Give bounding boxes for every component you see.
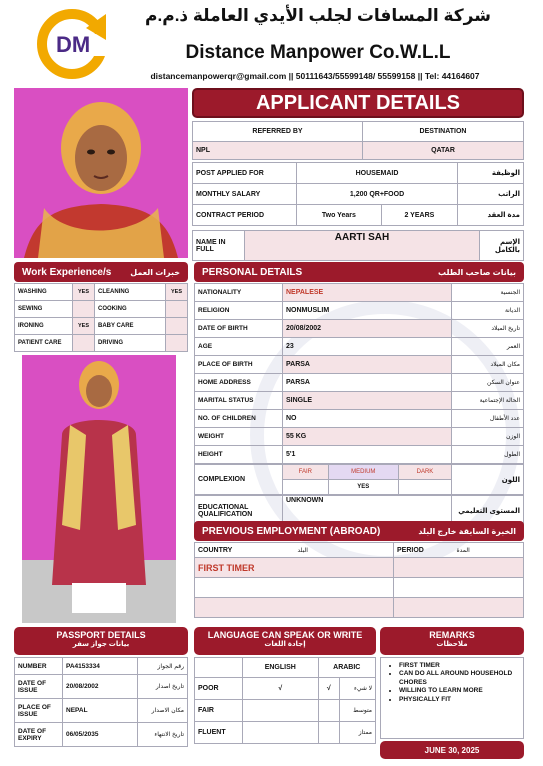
language-col-arabic: ARABIC bbox=[318, 658, 375, 678]
passport-field-value: NEPAL bbox=[63, 699, 138, 723]
personal-field-label: WEIGHT bbox=[195, 428, 283, 446]
personal-field-value: NO bbox=[283, 410, 452, 428]
language-level-label-ar: لا شيء bbox=[340, 678, 376, 700]
language-table bbox=[194, 657, 376, 744]
remarks-header bbox=[380, 627, 524, 655]
complexion-mark-medium: YES bbox=[328, 480, 398, 495]
applicant-face-photo bbox=[14, 88, 188, 258]
language-header bbox=[194, 627, 376, 655]
language-level-label-ar: متوسط bbox=[340, 700, 376, 722]
post-label: POST APPLIED FOR bbox=[193, 163, 297, 184]
work-experience-row bbox=[15, 335, 188, 352]
remark-item: • PHYSICALLY FIT bbox=[399, 696, 523, 704]
referred-by-label: REFERRED BY bbox=[193, 122, 363, 142]
complexion-mark-dark bbox=[398, 480, 451, 495]
remark-item: • WILLING TO LEARN MORE bbox=[399, 687, 523, 695]
skill-value: YES bbox=[166, 284, 188, 301]
education-label: EDUCATIONAL QUALIFICATION bbox=[195, 496, 283, 526]
language-arabic-mark bbox=[318, 700, 339, 722]
personal-details-row bbox=[195, 374, 524, 392]
personal-field-value: NONMUSLIM bbox=[283, 302, 452, 320]
complexion-label: COMPLEXION bbox=[195, 465, 283, 495]
previous-employment-title-ar: الخبرة السابقة خارج البلد bbox=[418, 526, 516, 536]
personal-field-value: 20/08/2002 bbox=[283, 320, 452, 338]
work-experience-row bbox=[15, 318, 188, 335]
language-arabic-mark bbox=[318, 722, 339, 744]
personal-field-value: 55 KG bbox=[283, 428, 452, 446]
full-name-label-ar: الإسم بالكامل bbox=[480, 231, 524, 261]
personal-details-row bbox=[195, 410, 524, 428]
personal-field-label: AGE bbox=[195, 338, 283, 356]
salary-label-ar: الراتب bbox=[458, 184, 524, 205]
personal-field-label: PLACE OF BIRTH bbox=[195, 356, 283, 374]
personal-field-value: 5'1 bbox=[283, 446, 452, 464]
personal-details-row bbox=[195, 302, 524, 320]
passport-field-label: DATE OF ISSUE bbox=[15, 675, 63, 699]
skill-label: DRIVING bbox=[95, 335, 166, 352]
passport-title: PASSPORT DETAILS bbox=[56, 630, 146, 640]
complexion-option-dark: DARK bbox=[398, 465, 451, 480]
personal-field-label: RELIGION bbox=[195, 302, 283, 320]
company-name-arabic: شركة المسافات لجلب الأيدي العاملة ذ.م.م bbox=[145, 6, 491, 25]
post-label-ar: الوظيفة bbox=[458, 163, 524, 184]
personal-details-row bbox=[195, 356, 524, 374]
first-timer-value: FIRST TIMER bbox=[195, 558, 394, 578]
personal-field-label: DATE OF BIRTH bbox=[195, 320, 283, 338]
passport-row bbox=[15, 699, 188, 723]
personal-field-label-ar: الطول bbox=[452, 446, 524, 464]
language-arabic-mark: √ bbox=[318, 678, 339, 700]
skill-label: SEWING bbox=[15, 301, 73, 318]
language-col-english: ENGLISH bbox=[243, 658, 319, 678]
skill-value bbox=[73, 301, 95, 318]
personal-field-label-ar: عدد الأطفال bbox=[452, 410, 524, 428]
passport-field-value: 06/05/2035 bbox=[63, 723, 138, 747]
language-english-mark: √ bbox=[243, 678, 319, 700]
personal-field-value: SINGLE bbox=[283, 392, 452, 410]
personal-details-header bbox=[194, 262, 524, 282]
skill-value bbox=[73, 335, 95, 352]
language-level-label-ar: ممتاز bbox=[340, 722, 376, 744]
personal-field-label: MARITAL STATUS bbox=[195, 392, 283, 410]
contract-label-ar: مدة العقد bbox=[458, 205, 524, 226]
country-label-ar: البلد bbox=[295, 543, 394, 558]
period-label: PERIOD bbox=[394, 543, 454, 558]
contract-label: CONTRACT PERIOD bbox=[193, 205, 297, 226]
skill-label: IRONING bbox=[15, 318, 73, 335]
skill-value bbox=[166, 318, 188, 335]
skill-label: BABY CARE bbox=[95, 318, 166, 335]
skill-value bbox=[166, 335, 188, 352]
complexion-option-fair: FAIR bbox=[283, 465, 329, 480]
personal-field-label-ar: عنوان السكن bbox=[452, 374, 524, 392]
language-english-mark bbox=[243, 700, 319, 722]
complexion-mark-fair bbox=[283, 480, 329, 495]
document-date: JUNE 30, 2025 bbox=[380, 741, 524, 759]
personal-field-label: NO. OF CHILDREN bbox=[195, 410, 283, 428]
remarks-title: REMARKS bbox=[429, 630, 475, 640]
job-info-table bbox=[192, 121, 524, 261]
personal-details-row bbox=[195, 428, 524, 446]
language-english-mark bbox=[243, 722, 319, 744]
previous-employment-header bbox=[194, 521, 524, 541]
language-row bbox=[195, 722, 376, 744]
education-value: UNKNOWN bbox=[283, 496, 452, 526]
passport-row bbox=[15, 658, 188, 675]
remarks-title-ar: ملاحظات bbox=[436, 641, 468, 648]
personal-field-value: PARSA bbox=[283, 356, 452, 374]
destination-value: QATAR bbox=[363, 142, 524, 160]
personal-field-label-ar: الحالة الإجتماعية bbox=[452, 392, 524, 410]
language-row bbox=[195, 678, 376, 700]
personal-field-value: NEPALESE bbox=[283, 284, 452, 302]
work-experience-row bbox=[15, 284, 188, 301]
work-experience-title: Work Experience/s bbox=[22, 266, 112, 278]
country-label: COUNTRY bbox=[195, 543, 295, 558]
personal-field-label-ar: الديانة bbox=[452, 302, 524, 320]
skill-label: PATIENT CARE bbox=[15, 335, 73, 352]
passport-table bbox=[14, 657, 188, 747]
passport-field-label: DATE OF EXPIRY bbox=[15, 723, 63, 747]
passport-field-value: PA4153334 bbox=[63, 658, 138, 675]
passport-row bbox=[15, 675, 188, 699]
personal-field-label: HEIGHT bbox=[195, 446, 283, 464]
post-value: HOUSEMAID bbox=[297, 163, 458, 184]
personal-field-value: 23 bbox=[283, 338, 452, 356]
company-logo bbox=[36, 6, 114, 80]
full-name-label: NAME IN FULL bbox=[193, 231, 245, 261]
referred-by-value: NPL bbox=[193, 142, 363, 160]
complexion-option-medium: MEDIUM bbox=[328, 465, 398, 480]
language-row bbox=[195, 700, 376, 722]
personal-details-row bbox=[195, 392, 524, 410]
skill-label: CLEANING bbox=[95, 284, 166, 301]
contract-value-2: 2 YEARS bbox=[381, 205, 457, 226]
passport-header bbox=[14, 627, 188, 655]
personal-details-title: PERSONAL DETAILS bbox=[202, 266, 303, 278]
company-contact: distancemanpowerqr@gmail.com || 50111643/55599148/ 55599158 || Tel: 44164607 bbox=[150, 71, 480, 81]
personal-details-row bbox=[195, 320, 524, 338]
remark-item: • CAN DO ALL AROUND HOUSEHOLD CHORES bbox=[399, 670, 523, 687]
work-experience-title-ar: خبرات العمل bbox=[130, 267, 180, 277]
remarks-box bbox=[380, 657, 524, 739]
passport-field-label-ar: رقم الجواز bbox=[138, 658, 188, 675]
passport-field-label-ar: تاريخ الانتهاء bbox=[138, 723, 188, 747]
previous-employment-title: PREVIOUS EMPLOYMENT (ABROAD) bbox=[202, 525, 381, 537]
passport-field-label-ar: تاريخ اصدار bbox=[138, 675, 188, 699]
language-level-label: POOR bbox=[195, 678, 243, 700]
skill-value: YES bbox=[73, 318, 95, 335]
passport-field-label-ar: مكان الاصدار bbox=[138, 699, 188, 723]
skill-value: YES bbox=[73, 284, 95, 301]
passport-field-value: 20/08/2002 bbox=[63, 675, 138, 699]
passport-field-label: PLACE OF ISSUE bbox=[15, 699, 63, 723]
full-name-value: AARTI SAH bbox=[245, 231, 480, 261]
salary-value: 1,200 QR+FOOD bbox=[297, 184, 458, 205]
personal-details-row bbox=[195, 446, 524, 464]
applicant-full-photo bbox=[22, 355, 176, 623]
personal-field-label-ar: تاريخ الميلاد bbox=[452, 320, 524, 338]
complexion-label-ar: اللون bbox=[452, 465, 524, 495]
personal-details-row bbox=[195, 284, 524, 302]
skill-label: COOKING bbox=[95, 301, 166, 318]
personal-field-label-ar: الوزن bbox=[452, 428, 524, 446]
passport-field-label: NUMBER bbox=[15, 658, 63, 675]
personal-field-label-ar: مكان الميلاد bbox=[452, 356, 524, 374]
language-title-ar: إجادة اللغات bbox=[264, 641, 306, 648]
passport-title-ar: بيانات جواز سفر bbox=[72, 641, 130, 648]
work-experience-header bbox=[14, 262, 188, 282]
passport-row bbox=[15, 723, 188, 747]
work-experience-row bbox=[15, 301, 188, 318]
destination-label: DESTINATION bbox=[363, 122, 524, 142]
language-title: LANGUAGE CAN SPEAK OR WRITE bbox=[207, 630, 363, 640]
personal-field-value: PARSA bbox=[283, 374, 452, 392]
salary-label: MONTHLY SALARY bbox=[193, 184, 297, 205]
education-label-ar: المستوى التعليمي bbox=[452, 496, 524, 526]
personal-details-row bbox=[195, 338, 524, 356]
personal-field-label: NATIONALITY bbox=[195, 284, 283, 302]
skill-label: WASHING bbox=[15, 284, 73, 301]
company-name-english: Distance Manpower Co.W.L.L bbox=[185, 42, 451, 63]
contract-value-1: Two Years bbox=[297, 205, 382, 226]
period-label-ar: المدة bbox=[454, 543, 524, 558]
page-title: APPLICANT DETAILS bbox=[192, 88, 524, 118]
personal-details-title-ar: بيانات صاحب الطلب bbox=[437, 267, 516, 277]
personal-field-label: HOME ADDRESS bbox=[195, 374, 283, 392]
work-experience-table bbox=[14, 283, 188, 352]
personal-details-table bbox=[194, 283, 524, 526]
skill-value bbox=[166, 301, 188, 318]
language-level-label: FLUENT bbox=[195, 722, 243, 744]
previous-employment-table bbox=[194, 542, 524, 618]
personal-field-label-ar: العمر bbox=[452, 338, 524, 356]
logo-letters: DM bbox=[56, 32, 91, 57]
language-level-label: FAIR bbox=[195, 700, 243, 722]
remark-item: • FIRST TIMER bbox=[399, 662, 523, 670]
personal-field-label-ar: الجنسية bbox=[452, 284, 524, 302]
